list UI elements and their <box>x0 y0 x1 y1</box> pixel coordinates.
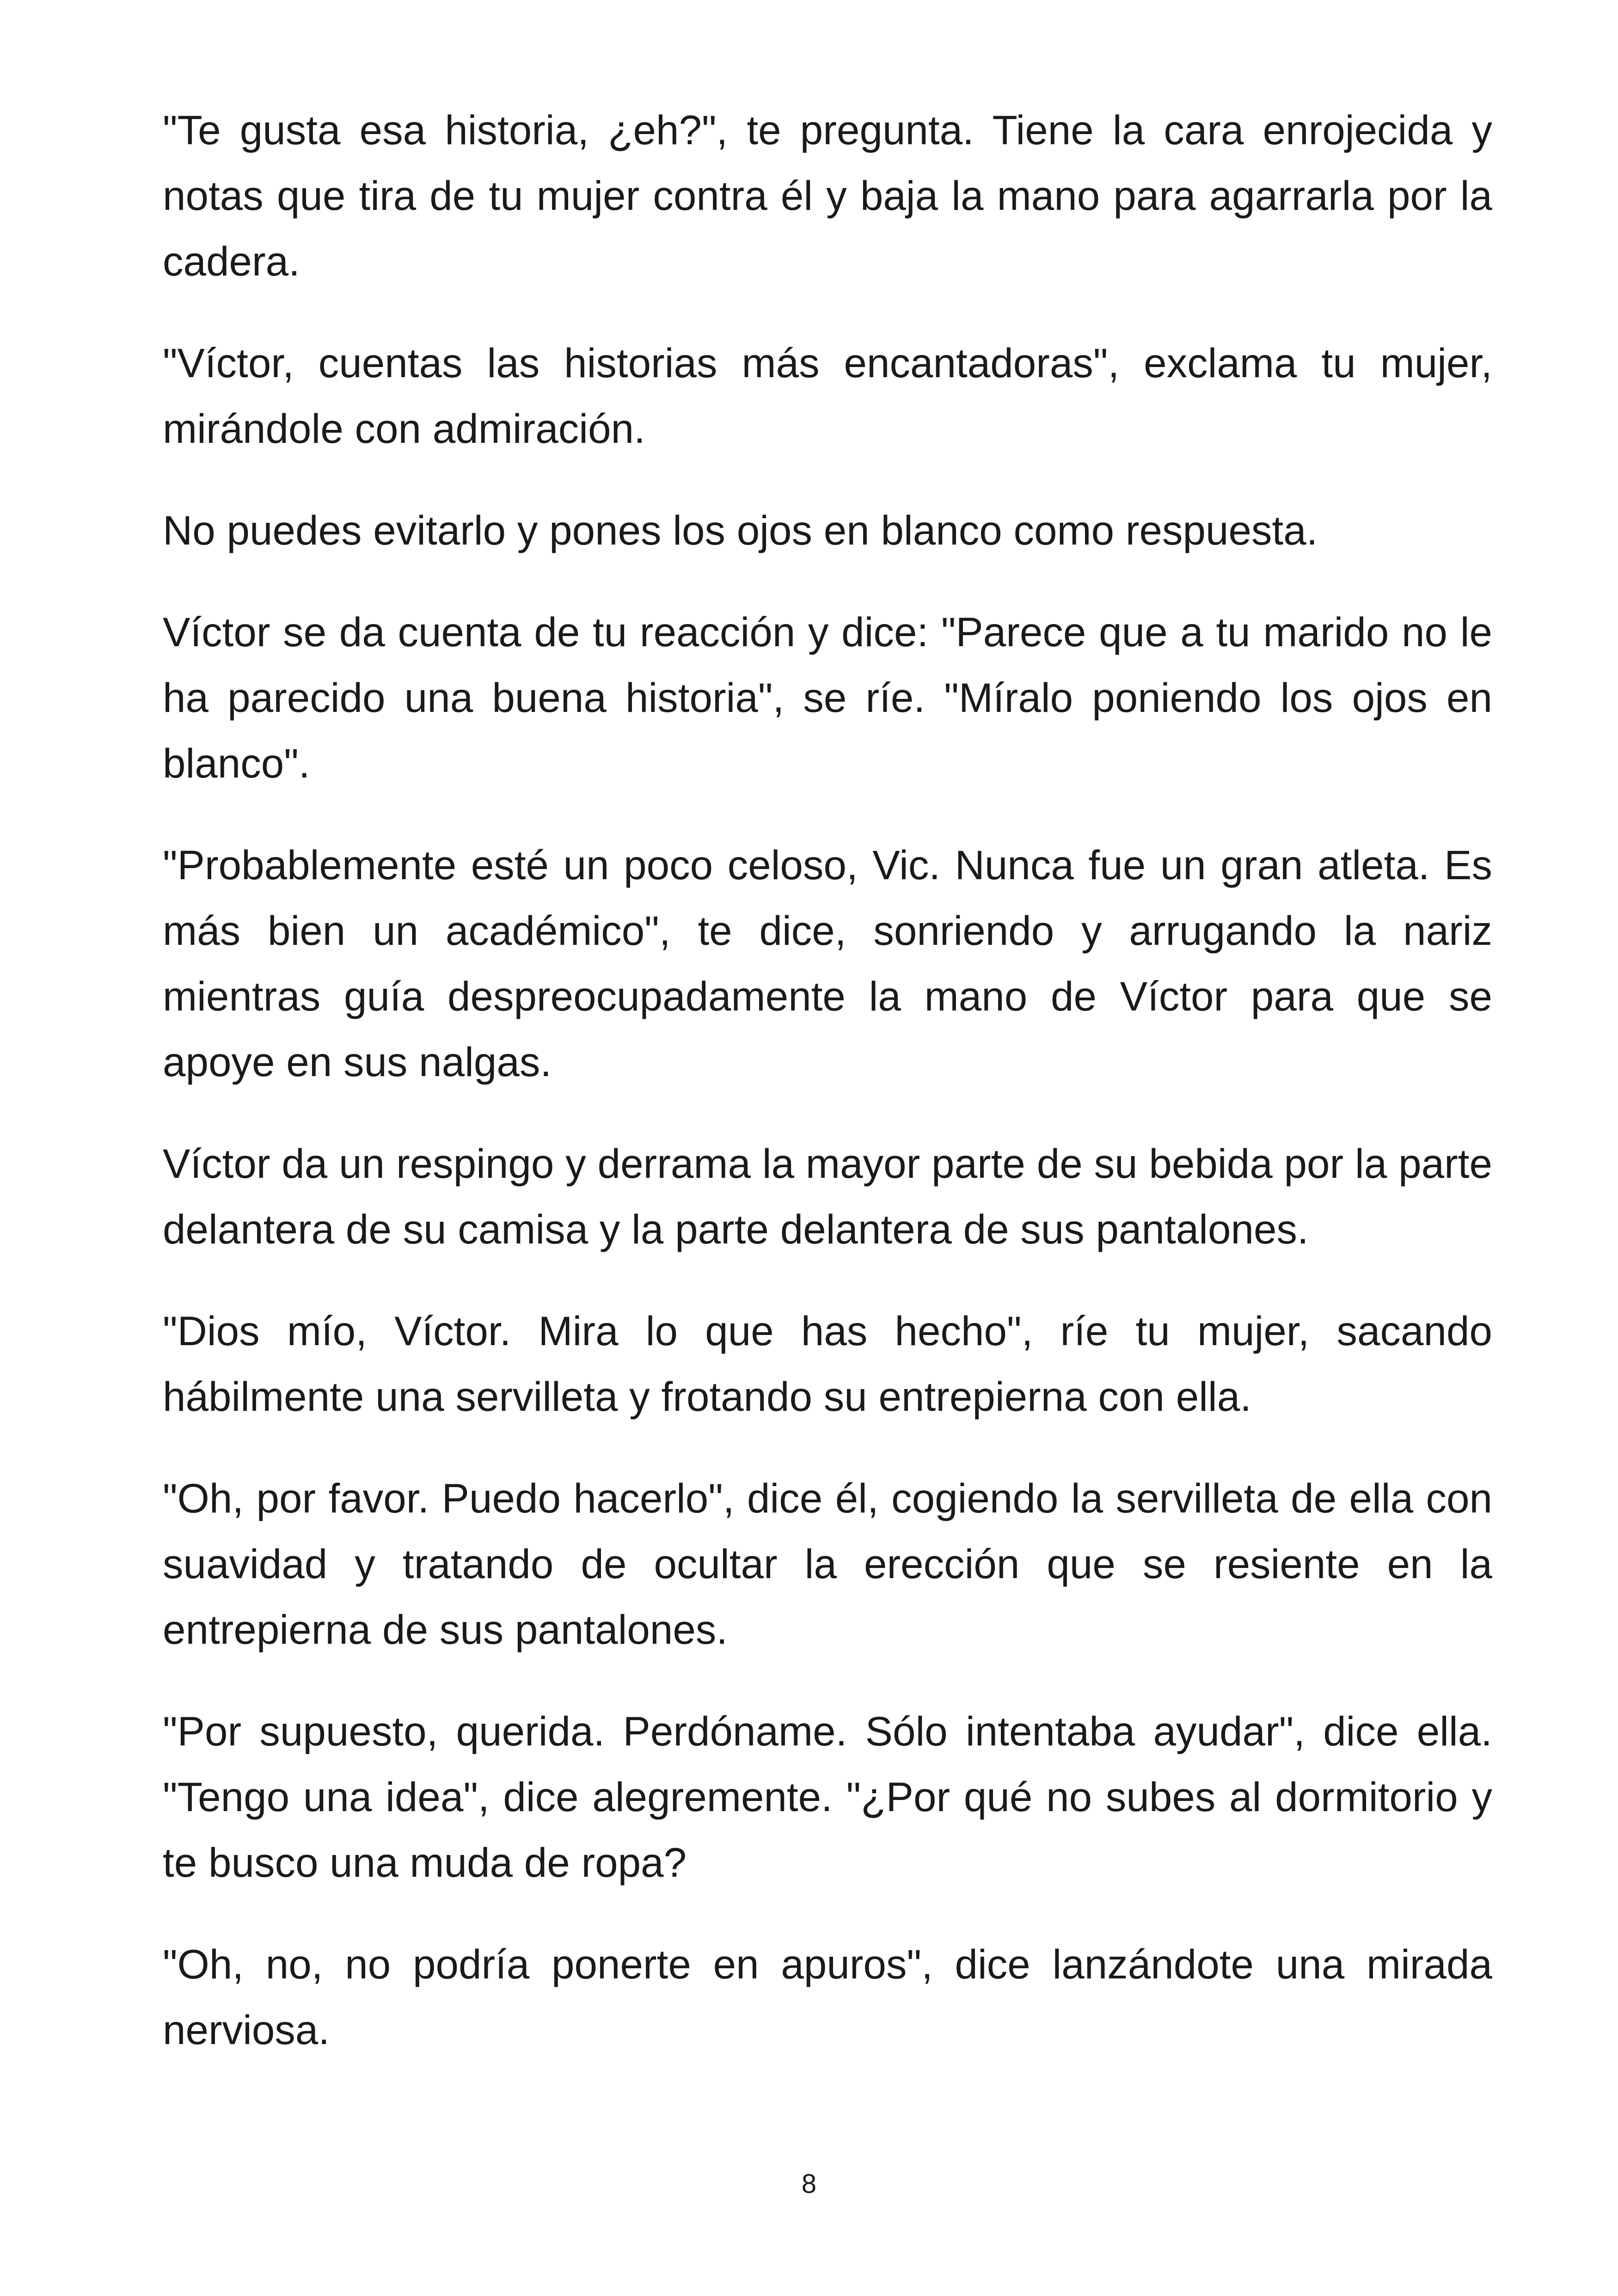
paragraph: "Oh, por favor. Puedo hacerlo", dice él, cogiendo la servilleta de ella con suavidad y tratando de ocultar la erección que se resiente en la entrepierna de sus pantalones. <box>163 1475 1492 1653</box>
paragraph: "Probablemente esté un poco celoso, Vic. Nunca fue un gran atleta. Es más bien un académico", te dice, sonriendo y arrugando la nariz mientras guía despreocupadamente la mano de Víctor para que se apoye en sus nalgas. <box>163 842 1492 1085</box>
paragraph: Víctor se da cuenta de tu reacción y dice: "Parece que a tu marido no le ha parecido una buena historia", se ríe. "Míralo poniendo los ojos en blanco". <box>163 609 1492 786</box>
body-text <box>163 97 1492 2099</box>
paragraph: "Te gusta esa historia, ¿eh?", te pregunta. Tiene la cara enrojecida y notas que tira de tu mujer contra él y baja la mano para agarrarla por la cadera. <box>163 107 1492 284</box>
paragraph: Víctor da un respingo y derrama la mayor parte de su bebida por la parte delantera de su camisa y la parte delantera de sus pantalones. <box>163 1140 1492 1252</box>
paragraph: "Víctor, cuentas las historias más encantadoras", exclama tu mujer, mirándole con admiración. <box>163 340 1492 452</box>
paragraph: "Por supuesto, querida. Perdóname. Sólo intentaba ayudar", dice ella. "Tengo una idea", dice alegremente. "¿Por qué no subes al dormitorio y te busco una muda de ropa? <box>163 1708 1492 1886</box>
paragraph: "Oh, no, no podría ponerte en apuros", dice lanzándote una mirada nerviosa. <box>163 1941 1492 2053</box>
paragraph: "Dios mío, Víctor. Mira lo que has hecho", ríe tu mujer, sacando hábilmente una servilleta y frotando su entrepierna con ella. <box>163 1308 1492 1420</box>
paragraph: No puedes evitarlo y pones los ojos en blanco como respuesta. <box>163 507 1318 553</box>
page-number: 8 <box>801 2169 817 2199</box>
